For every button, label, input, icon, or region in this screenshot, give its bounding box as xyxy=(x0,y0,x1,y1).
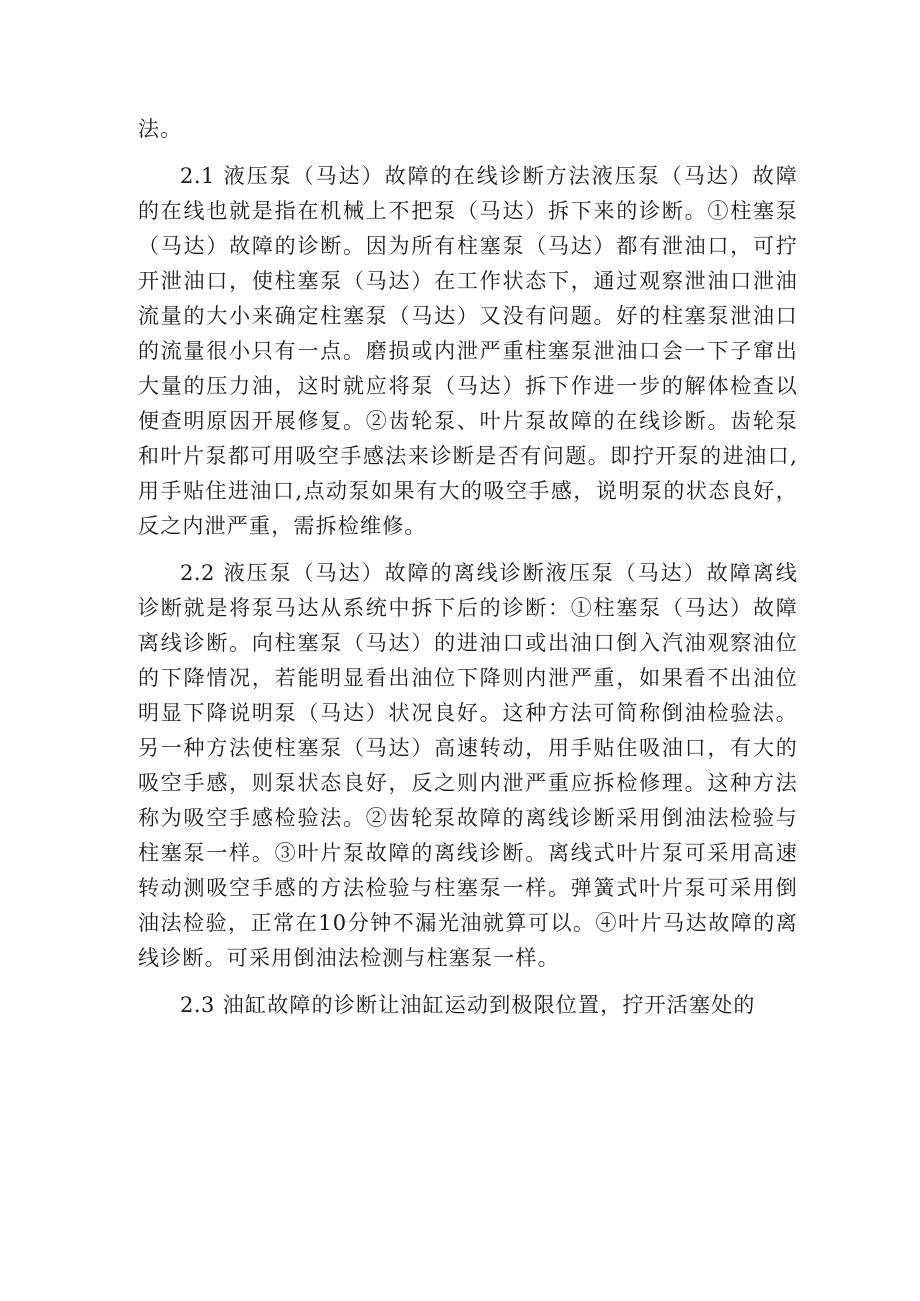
body-text xyxy=(138,112,798,1035)
section-number: 2.1 xyxy=(180,164,215,188)
paragraph-section-2-1 xyxy=(138,159,798,544)
paragraph-section-2-2 xyxy=(138,556,798,976)
section-number: 2.3 xyxy=(180,993,215,1017)
paragraph-continuation xyxy=(138,112,798,147)
paragraph-text: 液压泵（马达）故障的在线诊断方法液压泵（马达）故障的在线也就是指在机械上不把泵（马达）拆下来的诊断。①柱塞泵（马达）故障的诊断。因为所有柱塞泵（马达）都有泄油口，可拧开泄油口，使柱塞泵（马达）在工作状态下，通过观察泄油口泄油流量的大小来确定柱塞泵（马达）又没有问题。好的柱塞泵泄油口的流量很小只有一点。磨损或内泄严重柱塞泵泄油口会一下子窜出大量的压力油，这时就应将泵（马达）拆下作进一步的解体检查以便查明原因开展修复。②齿轮泵、叶片泵故障的在线诊断。齿轮泵和叶片泵都可用吸空手感法来诊断是否有问题。即拧开泵的进油口,用手贴住进油口,点动泵如果有大的吸空手感，说明泵的状态良好，反之内泄严重，需拆检维修。 xyxy=(138,164,798,538)
paragraph-text: 油缸故障的诊断让油缸运动到极限位置，拧开活塞处的 xyxy=(222,993,756,1017)
paragraph-section-2-3 xyxy=(138,988,798,1023)
paragraph-text: 法。 xyxy=(138,117,183,141)
paragraph-text: 液压泵（马达）故障的离线诊断液压泵（马达）故障离线诊断就是将泵马达从系统中拆下后的诊断：①柱塞泵（马达）故障离线诊断。向柱塞泵（马达）的进油口或出油口倒入汽油观察油位的下降情况，若能明显看出油位下降则内泄严重，如果看不出油位明显下降说明泵（马达）状况良好。这种方法可简称倒油检验法。另一种方法使柱塞泵（马达）高速转动，用手贴住吸油口，有大的吸空手感，则泵状态良好，反之则内泄严重应拆检修理。这种方法称为吸空手感检验法。②齿轮泵故障的离线诊断采用倒油法检验与柱塞泵一样。③叶片泵故障的离线诊断。离线式叶片泵可采用高速转动测吸空手感的方法检验与柱塞泵一样。弹簧式叶片泵可采用倒油法检验，正常在10分钟不漏光油就算可以。④叶片马达故障的离线诊断。可采用倒油法检测与柱塞泵一样。 xyxy=(138,561,798,970)
section-number: 2.2 xyxy=(180,561,215,585)
